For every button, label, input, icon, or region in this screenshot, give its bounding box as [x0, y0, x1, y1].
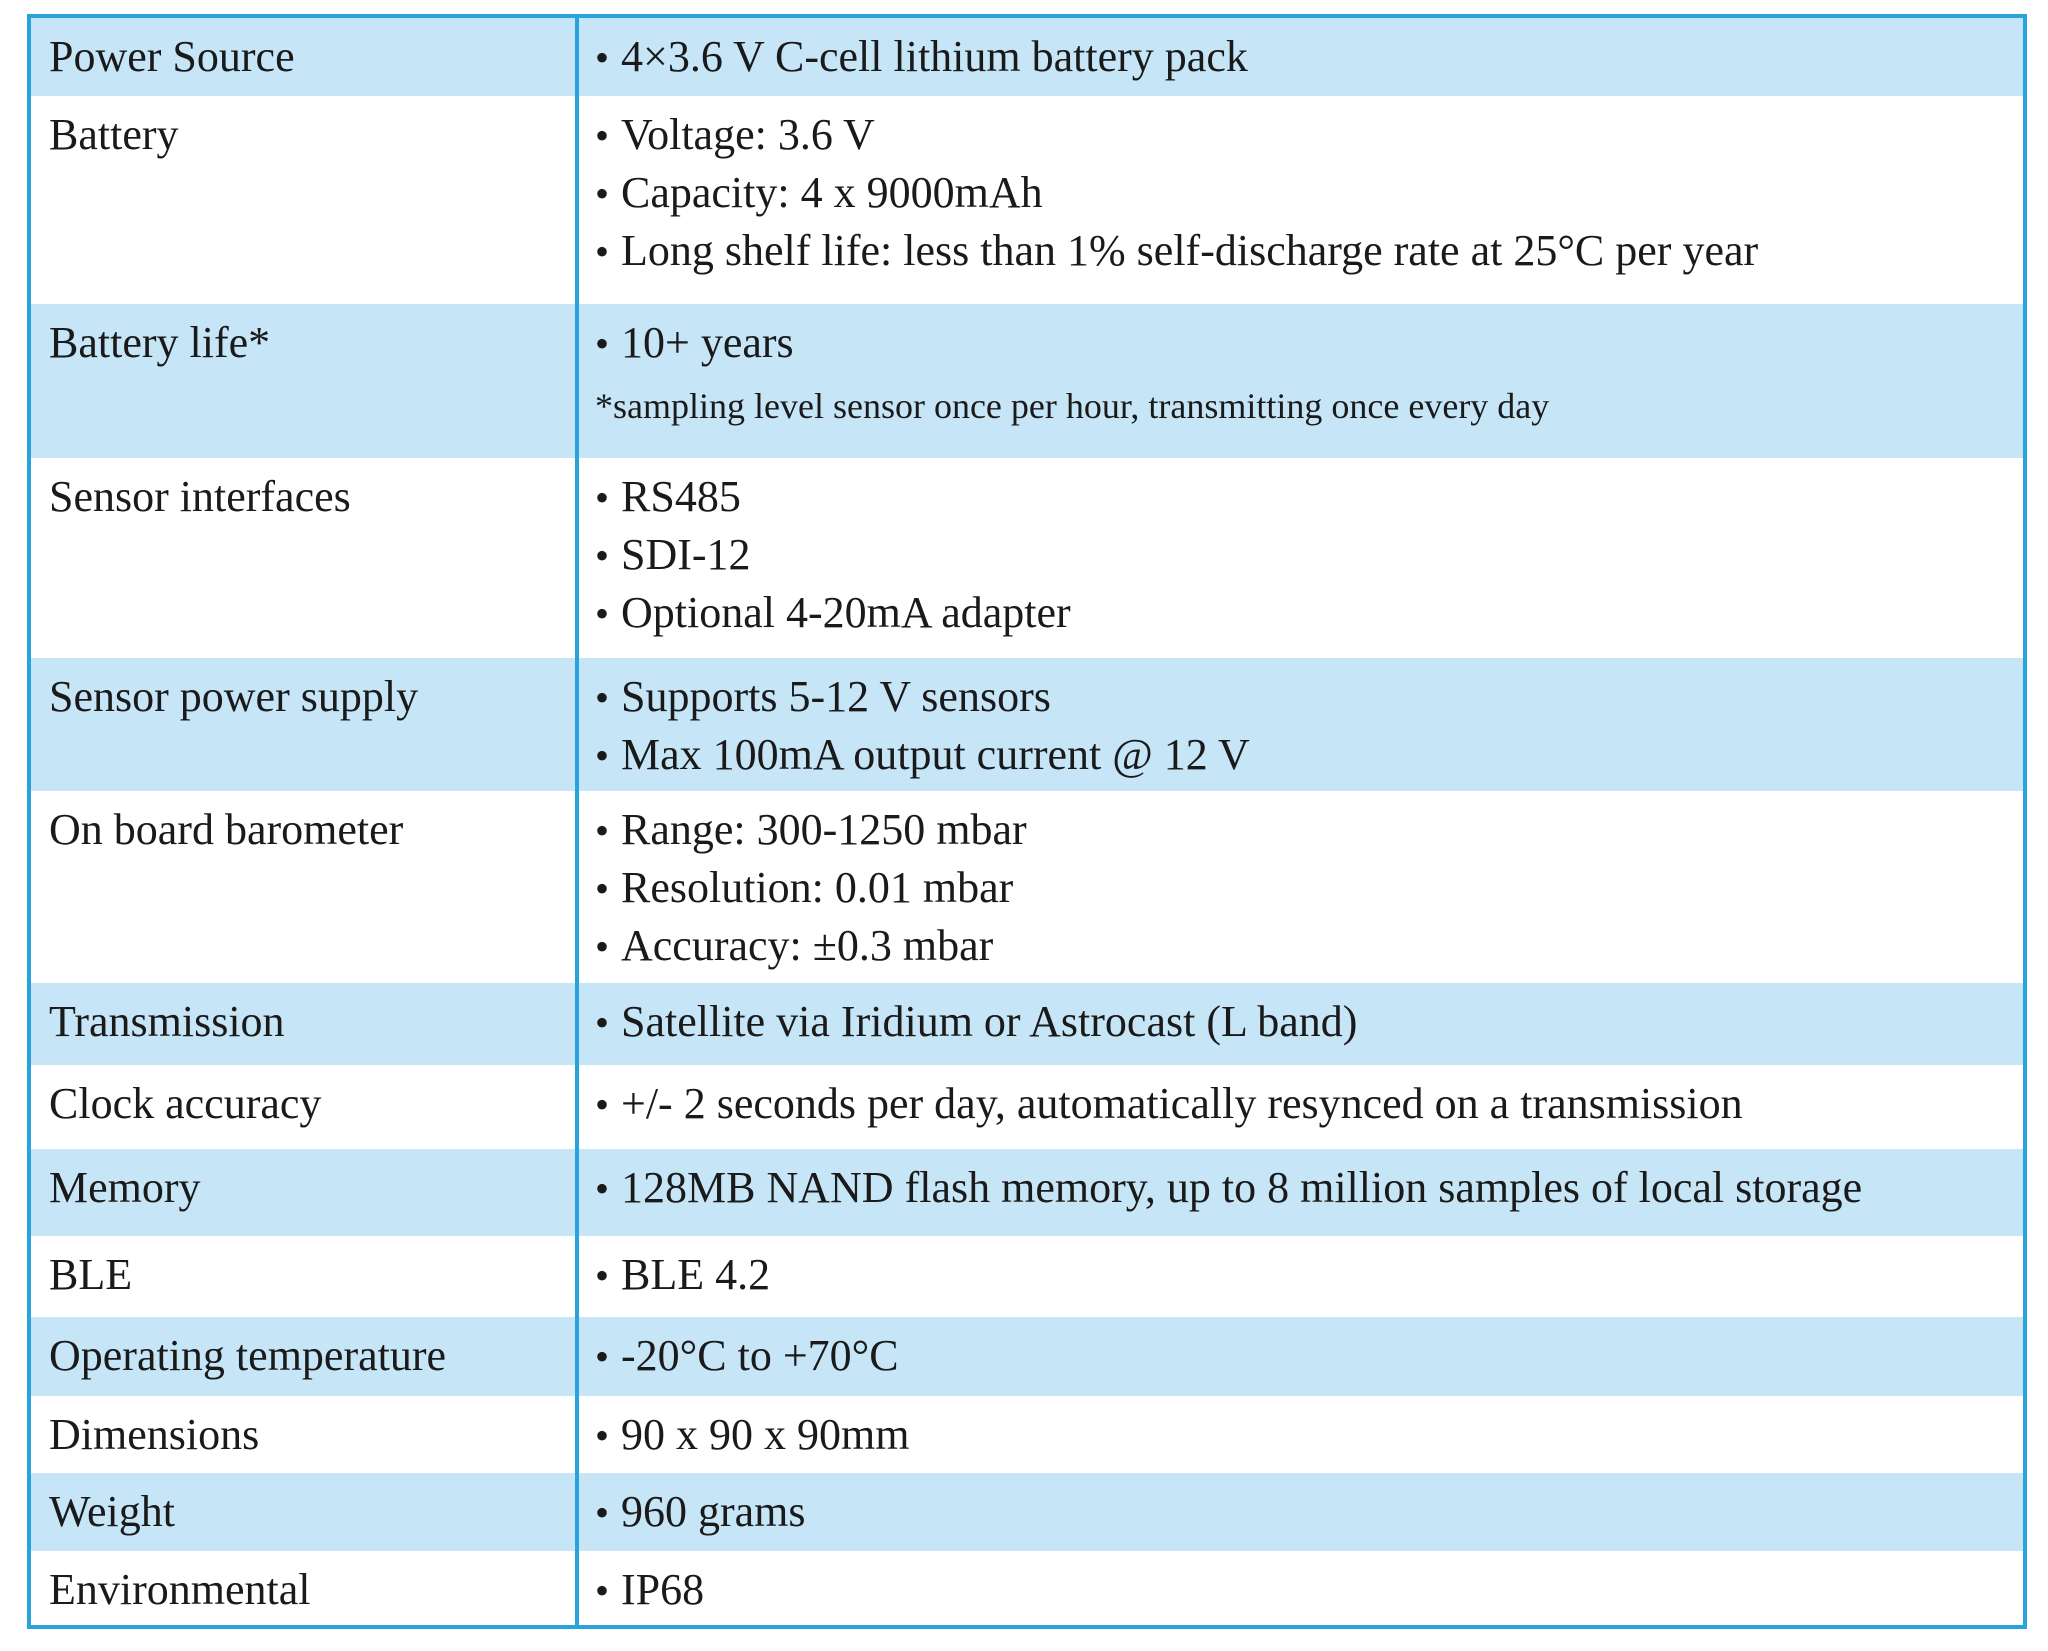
spec-bullet: • 960 grams	[595, 1483, 2023, 1541]
spec-label: On board barometer	[31, 791, 579, 983]
spec-bullet: • Voltage: 3.6 V	[595, 106, 2023, 164]
spec-row-dimensions	[31, 1396, 2023, 1473]
spec-bullet: • IP68	[595, 1561, 2023, 1619]
spec-value	[579, 1236, 2023, 1317]
spec-label: Sensor power supply	[31, 658, 579, 791]
spec-row-transmission	[31, 983, 2023, 1065]
spec-bullet: • Long shelf life: less than 1% self-discharge rate at 25°C per year	[595, 222, 2023, 280]
spec-row-clock-accuracy	[31, 1065, 2023, 1149]
spec-value	[579, 791, 2023, 983]
spec-value	[579, 1396, 2023, 1473]
spec-bullet: • Satellite via Iridium or Astrocast (L band)	[595, 993, 2023, 1051]
spec-value	[579, 658, 2023, 791]
spec-bullet: • 10+ years	[595, 314, 2023, 372]
spec-value	[579, 96, 2023, 304]
spec-label: Transmission	[31, 983, 579, 1065]
spec-label: Weight	[31, 1473, 579, 1551]
spec-bullet: • Resolution: 0.01 mbar	[595, 859, 2023, 917]
spec-row-battery	[31, 96, 2023, 304]
spec-value	[579, 18, 2023, 96]
spec-bullet: • Max 100mA output current @ 12 V	[595, 726, 2023, 784]
spec-row-sensor-interfaces	[31, 458, 2023, 658]
spec-label: BLE	[31, 1236, 579, 1317]
spec-bullet: • -20°C to +70°C	[595, 1327, 2023, 1385]
spec-bullet: • 128MB NAND flash memory, up to 8 million samples of local storage	[595, 1159, 2023, 1217]
spec-row-ble	[31, 1236, 2023, 1317]
spec-value	[579, 1317, 2023, 1396]
spec-row-sensor-power-supply	[31, 658, 2023, 791]
spec-row-battery-life	[31, 304, 2023, 458]
spec-label: Dimensions	[31, 1396, 579, 1473]
spec-row-on-board-barometer	[31, 791, 2023, 983]
spec-label: Power Source	[31, 18, 579, 96]
spec-bullet: • 90 x 90 x 90mm	[595, 1406, 2023, 1464]
spec-footnote: *sampling level sensor once per hour, transmitting once every day	[595, 386, 1550, 426]
spec-value	[579, 1149, 2023, 1236]
spec-bullet: • Range: 300-1250 mbar	[595, 801, 2023, 859]
spec-row-power-source	[31, 18, 2023, 96]
spec-value	[579, 304, 2023, 458]
spec-row-environmental	[31, 1551, 2023, 1625]
spec-row-weight	[31, 1473, 2023, 1551]
spec-row-operating-temperature	[31, 1317, 2023, 1396]
spec-label: Battery life*	[31, 304, 579, 458]
spec-bullet: • Capacity: 4 x 9000mAh	[595, 164, 2023, 222]
spec-label: Operating temperature	[31, 1317, 579, 1396]
spec-value	[579, 458, 2023, 658]
spec-bullet: • +/- 2 seconds per day, automatically resynced on a transmission	[595, 1075, 2023, 1133]
spec-label: Battery	[31, 96, 579, 304]
spec-bullet: • RS485	[595, 468, 2023, 526]
spec-bullet: • Accuracy: ±0.3 mbar	[595, 917, 2023, 975]
spec-value	[579, 1065, 2023, 1149]
spec-table	[27, 14, 2027, 1629]
spec-row-memory	[31, 1149, 2023, 1236]
spec-label: Clock accuracy	[31, 1065, 579, 1149]
spec-value	[579, 1473, 2023, 1551]
spec-value	[579, 983, 2023, 1065]
spec-value	[579, 1551, 2023, 1625]
spec-label: Memory	[31, 1149, 579, 1236]
spec-label: Sensor interfaces	[31, 458, 579, 658]
spec-bullet: • BLE 4.2	[595, 1246, 2023, 1304]
spec-bullet: • 4×3.6 V C-cell lithium battery pack	[595, 28, 2023, 86]
spec-bullet: • Supports 5-12 V sensors	[595, 668, 2023, 726]
spec-bullet: • Optional 4-20mA adapter	[595, 584, 2023, 642]
spec-bullet: • SDI-12	[595, 526, 2023, 584]
spec-label: Environmental	[31, 1551, 579, 1625]
